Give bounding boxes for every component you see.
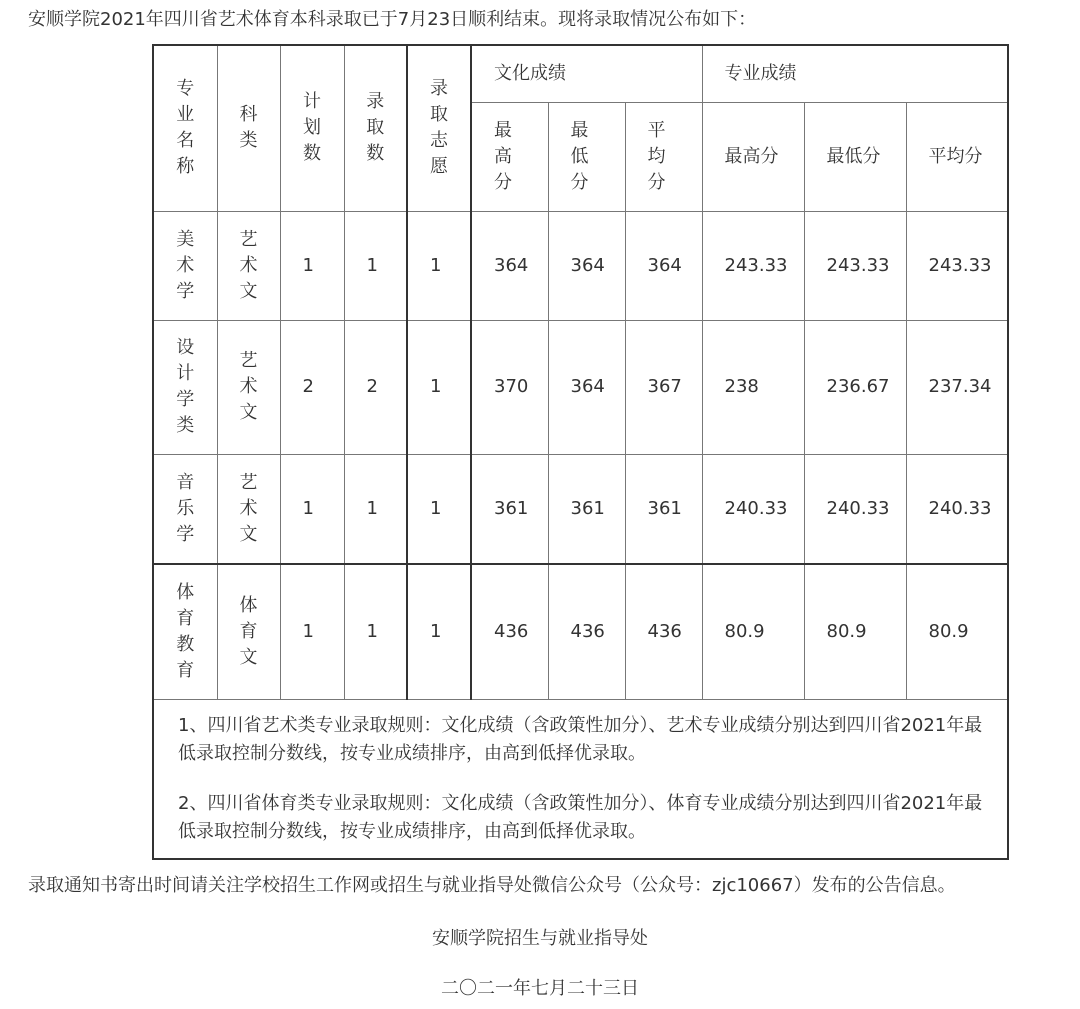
cell-culture-min: 436 — [548, 564, 625, 699]
intro-text: 安顺学院2021年四川省艺术体育本科录取已于7月23日顺利结束。现将录取情况公布如下： — [28, 9, 757, 30]
cell-pro-min: 243.33 — [804, 211, 906, 320]
admission-results-table — [152, 44, 1009, 860]
cell-plan: 2 — [280, 320, 344, 454]
cell-pro-max: 238 — [702, 320, 804, 454]
cell-category: 艺术文 — [217, 454, 280, 564]
header-choice: 录取志愿 — [407, 45, 471, 211]
cell-major: 音乐学 — [153, 454, 217, 564]
admission-rules-notes — [153, 699, 1008, 859]
cell-culture-max: 364 — [471, 211, 548, 320]
cell-choice: 1 — [407, 320, 471, 454]
cell-culture-min: 361 — [548, 454, 625, 564]
cell-pro-max: 240.33 — [702, 454, 804, 564]
cell-major: 体育教育 — [153, 564, 217, 699]
signature-text: 安顺学院招生与就业指导处 — [432, 928, 648, 949]
header-major: 专业名称 — [153, 45, 217, 211]
rule-note-sports: 2、四川省体育类专业录取规则：文化成绩（含政策性加分）、体育专业成绩分别达到四川省2021年最低录取控制分数线，按专业成绩排序，由高到低择优录取。 — [178, 792, 983, 842]
header-pro-min: 最低分 — [804, 102, 906, 211]
header-category: 科类 — [217, 45, 280, 211]
header-pro-avg: 平均分 — [906, 102, 1008, 211]
cell-admitted: 2 — [344, 320, 407, 454]
cell-culture-avg: 364 — [625, 211, 702, 320]
cell-pro-avg: 243.33 — [906, 211, 1008, 320]
cell-choice: 1 — [407, 564, 471, 699]
header-culture-max: 最高分 — [471, 102, 548, 211]
notice-text: 录取通知书寄出时间请关注学校招生工作网或招生与就业指导处微信公众号（公众号：zjc10667）发布的公告信息。 — [28, 875, 956, 896]
cell-pro-min: 236.67 — [804, 320, 906, 454]
cell-plan: 1 — [280, 454, 344, 564]
date: 二〇二一年七月二十三日 — [441, 978, 639, 999]
cell-pro-max: 80.9 — [702, 564, 804, 699]
cell-pro-min: 80.9 — [804, 564, 906, 699]
cell-culture-avg: 361 — [625, 454, 702, 564]
cell-admitted: 1 — [344, 454, 407, 564]
cell-culture-avg: 436 — [625, 564, 702, 699]
cell-major: 设计学类 — [153, 320, 217, 454]
cell-pro-avg: 237.34 — [906, 320, 1008, 454]
header-admitted: 录取数 — [344, 45, 407, 211]
cell-admitted: 1 — [344, 211, 407, 320]
cell-major: 美术学 — [153, 211, 217, 320]
cell-pro-max: 243.33 — [702, 211, 804, 320]
table-row — [153, 454, 1008, 564]
cell-pro-avg: 80.9 — [906, 564, 1008, 699]
cell-culture-min: 364 — [548, 211, 625, 320]
cell-culture-max: 436 — [471, 564, 548, 699]
cell-category: 艺术文 — [217, 211, 280, 320]
header-culture-group: 文化成绩 — [471, 45, 702, 102]
table-row — [153, 564, 1008, 699]
cell-pro-min: 240.33 — [804, 454, 906, 564]
cell-pro-avg: 240.33 — [906, 454, 1008, 564]
header-pro-group: 专业成绩 — [702, 45, 1008, 102]
cell-culture-max: 370 — [471, 320, 548, 454]
signature — [0, 926, 1080, 952]
cell-culture-avg: 367 — [625, 320, 702, 454]
cell-choice: 1 — [407, 211, 471, 320]
cell-plan: 1 — [280, 564, 344, 699]
header-plan: 计划数 — [280, 45, 344, 211]
rule-note-art: 1、四川省艺术类专业录取规则：文化成绩（含政策性加分）、艺术专业成绩分别达到四川省2021年最低录取控制分数线，按专业成绩排序，由高到低择优录取。 — [178, 714, 983, 764]
header-culture-min: 最低分 — [548, 102, 625, 211]
header-pro-max: 最高分 — [702, 102, 804, 211]
cell-choice: 1 — [407, 454, 471, 564]
table-row — [153, 320, 1008, 454]
cell-admitted: 1 — [344, 564, 407, 699]
cell-category: 体育文 — [217, 564, 280, 699]
cell-culture-min: 364 — [548, 320, 625, 454]
table-row — [153, 211, 1008, 320]
header-culture-avg: 平均分 — [625, 102, 702, 211]
cell-category: 艺术文 — [217, 320, 280, 454]
cell-culture-max: 361 — [471, 454, 548, 564]
cell-plan: 1 — [280, 211, 344, 320]
